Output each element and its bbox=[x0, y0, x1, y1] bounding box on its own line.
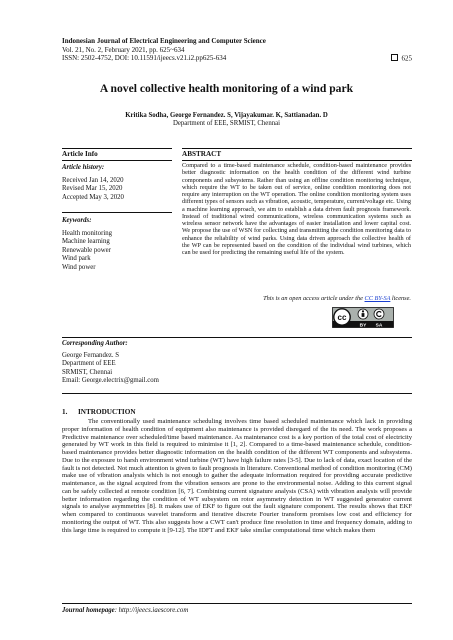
history-item: Revised Mar 15, 2020 bbox=[62, 185, 123, 193]
keywords-heading: Keywords: bbox=[62, 217, 92, 224]
running-header bbox=[62, 37, 412, 63]
author-email[interactable]: Email: George.electrix@gmail.com bbox=[62, 377, 159, 385]
author-department: Department of EEE bbox=[62, 360, 116, 368]
homepage-label: Journal homepage bbox=[62, 607, 115, 614]
keyword-item: Wind power bbox=[62, 263, 96, 271]
corresponding-bottom-rule bbox=[62, 393, 412, 394]
abstract-top-rule bbox=[182, 148, 412, 149]
history-list bbox=[62, 177, 124, 202]
paper-authors: Kritika Sodha, George Fernandez. S, Vijayakumar. K, Sattianadan. D bbox=[125, 112, 328, 119]
corresponding-rule bbox=[62, 337, 412, 338]
cc-by-sa-link[interactable]: CC BY-SA bbox=[364, 295, 391, 302]
author-institution: SRMIST, Chennai bbox=[62, 368, 113, 376]
section-number: 1. bbox=[62, 408, 68, 416]
introduction-body: The conventionally used maintenance scheduling involves time based scheduled maintenance which lack in providing proper information of health condition of equipment also maintenance is provided disregard of the its need. The work proposes a Predictive maintenance over scheduled/time based maintenance. As maintenance cost is a key portion of the total cost of electricity generated by WT work in this field is required to minimise it [1, 2]. Compared to a time-based maintenance schedule, condition-based maintenance provides better diagnostic information on the health condition of the different WT components and subsystems. Due to the exposure to harsh environment wind turbine (WT) have high failure rates [3-5]. Due to lack of data, exact location of the fault is not detected. Not much attention is given to fault prognosis in literature. Conventional method of condition monitoring (CM) make use of vibration analysis which is not enough to gather the adequate information required for providing accurate predictive maintenance, as the signal acquired from the vibration sensors are prone to the environmental noise. Adding to this current signal can be safely collected at remote condition [6, 7]. Combining current signature analysis (CSA) with vibration analysis will provide better information regarding the condition of WT subsystem on rotor asymmetry detection in WT suggested generator current signals to analyse asymmetries [8]. It makes use of EKF to figure out the fault signature component. The results shows that EKF when compared to continuous wavelet transform and iterative discrete Fourier transform promises low cost and efficiency for monitoring the output of WT. This also suggests how a CWT can't produce fine resolution in time and frequency domain, adding to this large time is required to compute it [9-12]. The IDFT and EKF take similar computational time which makes them bbox=[62, 418, 412, 534]
article-info-heading-rule bbox=[62, 160, 172, 161]
oa-prefix: This is an open access article under the bbox=[263, 295, 365, 302]
history-item: Accepted May 3, 2020 bbox=[62, 193, 124, 201]
author-name: George Fernandez. S bbox=[62, 352, 120, 359]
footer-rule bbox=[62, 603, 412, 604]
keyword-item: Wind park bbox=[62, 255, 91, 263]
keywords-list bbox=[62, 230, 112, 272]
open-access-note bbox=[182, 295, 411, 302]
keyword-item: Health monitoring bbox=[62, 230, 113, 237]
paper-title: A novel collective health monitoring of a wind park bbox=[99, 82, 354, 95]
history-item: Received Jan 14, 2020 bbox=[62, 177, 124, 184]
keyword-item: Renewable power bbox=[62, 246, 111, 254]
issn-doi: ISSN: 2502-4752, DOI: 10.11591/ijeecs.v21.i2.pp625-634 bbox=[62, 54, 227, 63]
history-heading: Article history: bbox=[62, 164, 105, 171]
page-number: 625 bbox=[401, 54, 412, 63]
abstract-heading-rule bbox=[182, 160, 412, 161]
cc-mark: cc bbox=[337, 312, 347, 322]
volume-info: Vol. 21, No. 2, February 2021, pp. 625~634 bbox=[62, 45, 185, 54]
square-icon bbox=[391, 54, 398, 61]
issn-line bbox=[62, 54, 412, 63]
corresponding-heading: Corresponding Author: bbox=[62, 340, 128, 347]
keyword-item: Machine learning bbox=[62, 238, 110, 246]
paper-affiliation: Department of EEE, SRMIST, Chennai bbox=[172, 120, 281, 127]
cc-by-sa-badge-icon[interactable] bbox=[332, 307, 394, 328]
corresponding-details bbox=[62, 352, 159, 386]
oa-suffix: license. bbox=[390, 295, 411, 302]
cc-by-mark: BY bbox=[359, 323, 367, 328]
page-number-group bbox=[391, 54, 413, 63]
homepage-url[interactable]: : http://ijeecs.iaescore.com bbox=[114, 607, 189, 614]
journal-homepage bbox=[62, 607, 188, 614]
abstract-heading: ABSTRACT bbox=[182, 150, 222, 158]
abstract-body: Compared to a time-based maintenance schedule, condition-based maintenance provides better diagnostic information on the health condition of the different wind turbine components and subsystems. Rather than using an offline condition monitoring technique, which require the WT to be taken out of service, online condition monitoring does not require any interruption on the WT operation. The online condition monitoring system uses different types of sensors such as vibration, acoustic, temperature, current/voltage etc. Using a machine learning approach, we aim to establish a data driven fault prognosis framework. Instead of traditional wired communications, wireless communication systems such as wireless sensor network have the advantages of easier installation and lower capital cost. We propose the use of WSN for collecting and transmitting the condition monitoring data to enhance the reliability of wind parks. Using data driven approach the collective health of the WP can be represented based on the condition of the individual wind turbines, which can be used for predicting the remaining useful life of the system. bbox=[182, 162, 411, 256]
keywords-rule bbox=[62, 212, 172, 213]
article-info-top-rule bbox=[62, 148, 172, 149]
cc-sa-mark: SA bbox=[375, 323, 383, 328]
journal-name: Indonesian Journal of Electrical Engineering and Computer Science bbox=[62, 37, 266, 45]
section-title: INTRODUCTION bbox=[78, 408, 136, 416]
introduction-heading bbox=[62, 408, 136, 416]
article-info-heading: Article Info bbox=[62, 150, 98, 158]
